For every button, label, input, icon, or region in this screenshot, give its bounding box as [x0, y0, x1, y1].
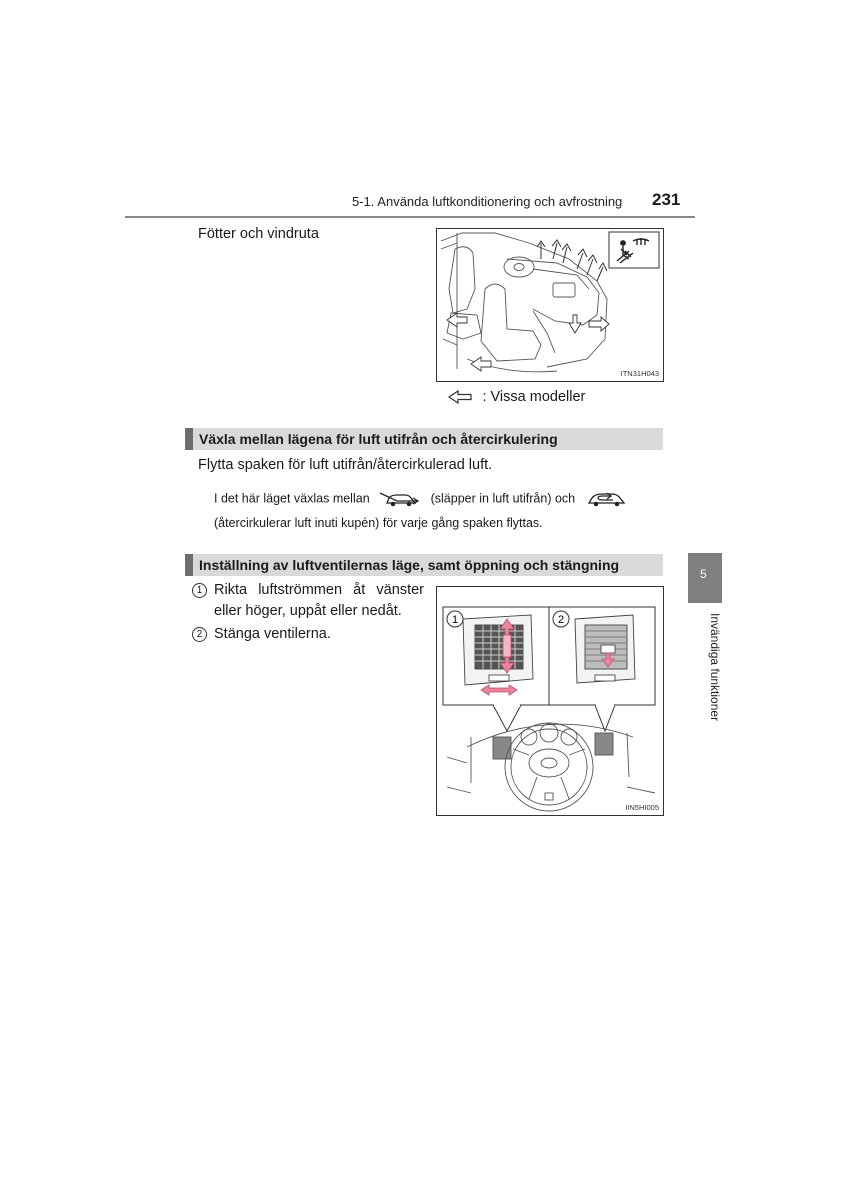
note-text-part2: (släpper in luft utifrån) och: [430, 491, 576, 506]
chapter-tab[interactable]: [688, 553, 722, 603]
step-2-num-wrap: [192, 626, 207, 642]
airflow-illustration: [436, 228, 664, 382]
legend-text: : Vissa modeller: [482, 388, 586, 405]
vent-illustration: [436, 586, 664, 816]
callout-1: 1: [451, 614, 459, 626]
outside-air-icon: [379, 491, 421, 507]
note-text-part1: I det här läget växlas mellan: [214, 491, 370, 506]
car-interior-drawing: [437, 229, 663, 381]
step-1-number: 1: [192, 583, 207, 598]
defrost-feet-icon: [609, 232, 659, 268]
air-intake-instruction: Flytta spaken för luft utifrån/återcirkulerad luft.: [198, 457, 493, 473]
header-divider: [125, 216, 695, 218]
step-2-text: Stänga ventilerna.: [214, 626, 331, 642]
outline-arrow-icon: [448, 390, 472, 404]
vent-drawing: [437, 587, 663, 815]
mode-caption: Fötter och vindruta: [198, 226, 319, 242]
page-number: 231: [652, 190, 681, 209]
figure-code-2: IIN5HI005: [625, 803, 659, 812]
step-1-num-wrap: [192, 582, 207, 598]
step-1-line1: Rikta luftströmmen åt vänster: [214, 582, 424, 598]
figure-legend: [448, 388, 585, 406]
chapter-title: 5-1. Använda luftkonditionering och avfrostning: [352, 194, 623, 209]
recirculation-icon: [585, 491, 627, 507]
step-1-line2: eller höger, uppåt eller nedåt.: [214, 603, 402, 619]
section-heading-air-intake: Växla mellan lägena för luft utifrån och återcirkulering: [185, 428, 663, 450]
mode-note-line2: (återcirkulerar luft inuti kupén) för varje gång spaken flyttas.: [214, 516, 543, 530]
mode-note-line1: [214, 491, 658, 507]
chapter-tab-number: 5: [700, 567, 707, 581]
step-2-number: 2: [192, 627, 207, 642]
section-heading-vents: Inställning av luftventilernas läge, samt öppning och stängning: [185, 554, 663, 576]
chapter-tab-label: Invändiga funktioner: [708, 613, 722, 722]
figure-code: ITN31H043: [620, 369, 659, 378]
callout-2: 2: [557, 614, 565, 626]
